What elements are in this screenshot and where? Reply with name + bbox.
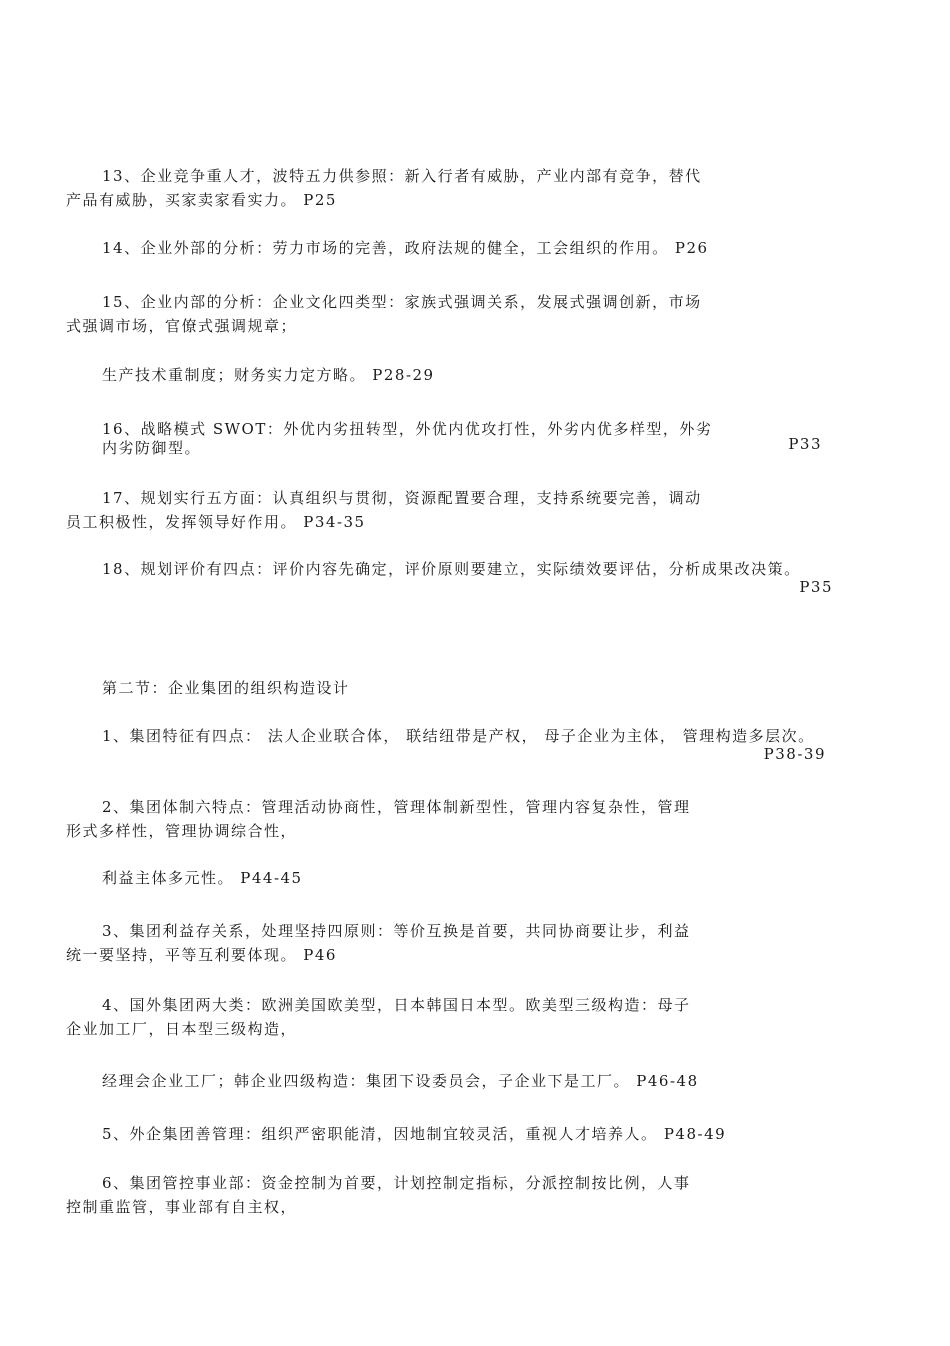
paragraph-2 — [66, 795, 756, 843]
paragraph-line: 经理会企业工厂；韩企业四级构造：集团下设委员会，子企业下是工厂。 P46-48 — [102, 1072, 699, 1090]
paragraph-4-continued — [66, 1069, 756, 1093]
page-reference — [66, 575, 833, 599]
paragraph-4 — [66, 993, 756, 1041]
paragraph-13 — [66, 164, 756, 212]
page-reference-text: P33 — [788, 435, 822, 453]
paragraph-line: 2、集团体制六特点：管理活动协商性，管理体制新型性，管理内容复杂性，管理 — [102, 798, 691, 816]
paragraph-line: 4、国外集团两大类：欧洲美国欧美型，日本韩国日本型。欧美型三级构造：母子 — [102, 996, 691, 1014]
paragraph-15-continued — [66, 363, 756, 387]
paragraph-line: 18、规划评价有四点：评价内容先确定，评价原则要建立，实际绩效要评估，分析成果改决策。 — [102, 560, 801, 578]
paragraph-line: 3、集团利益存关系，处理坚持四原则：等价互换是首要，共同协商要让步，利益 — [102, 922, 691, 940]
paragraph-line: 16、战略模式 SWOT：外优内劣扭转型，外优内优攻打性，外劣内优多样型，外劣 — [102, 420, 713, 438]
page-reference — [66, 742, 826, 766]
page-reference-text: P35 — [799, 578, 833, 596]
paragraph-line: 1、集团特征有四点： 法人企业联合体， 联结纽带是产权， 母子企业为主体， 管理构造多层次。 — [102, 727, 815, 745]
page-reference-text: P38-39 — [763, 745, 826, 763]
page-reference — [66, 432, 822, 456]
paragraph-2-continued — [66, 866, 756, 890]
paragraph-line: 15、企业内部的分析：企业文化四类型：家族式强调关系，发展式强调创新，市场 — [102, 293, 702, 311]
paragraph-17 — [66, 486, 756, 534]
paragraph-6 — [66, 1171, 756, 1219]
paragraph-15 — [66, 290, 756, 338]
paragraph-line: 员工积极性，发挥领导好作用。 P34-35 — [66, 513, 366, 531]
paragraph-line: 统一要坚持，平等互利要体现。 P46 — [66, 946, 337, 964]
section-title: 第二节：企业集团的组织构造设计 — [102, 679, 350, 697]
paragraph-line: 6、集团管控事业部：资金控制为首要，计划控制定指标，分派控制按比例，人事 — [102, 1174, 691, 1192]
paragraph-line: 内劣防御型。 — [102, 439, 202, 457]
paragraph-line: 形式多样性，管理协调综合性， — [66, 822, 298, 840]
paragraph-line: 5、外企集团善管理：组织严密职能清，因地制宜较灵活，重视人才培养人。 P48-49 — [102, 1125, 727, 1143]
paragraph-line: 控制重监管，事业部有自主权， — [66, 1198, 298, 1216]
paragraph-3 — [66, 919, 756, 967]
paragraph-14 — [66, 236, 756, 260]
section-heading — [66, 676, 756, 700]
paragraph-line: 生产技术重制度；财务实力定方略。 P28-29 — [102, 366, 435, 384]
paragraph-line: 14、企业外部的分析：劳力市场的完善，政府法规的健全，工会组织的作用。 P26 — [102, 239, 709, 257]
paragraph-line: 17、规划实行五方面：认真组织与贯彻，资源配置要合理，支持系统要完善，调动 — [102, 489, 702, 507]
paragraph-5 — [66, 1122, 756, 1146]
paragraph-line: 13、企业竞争重人才，波特五力供参照：新入行者有威胁，产业内部有竞争，替代 — [102, 167, 702, 185]
paragraph-line: 企业加工厂，日本型三级构造， — [66, 1020, 298, 1038]
paragraph-line: 利益主体多元性。 P44-45 — [102, 869, 303, 887]
paragraph-line: 产品有威胁，买家卖家看实力。 P25 — [66, 191, 337, 209]
paragraph-line: 式强调市场，官僚式强调规章； — [66, 317, 298, 335]
